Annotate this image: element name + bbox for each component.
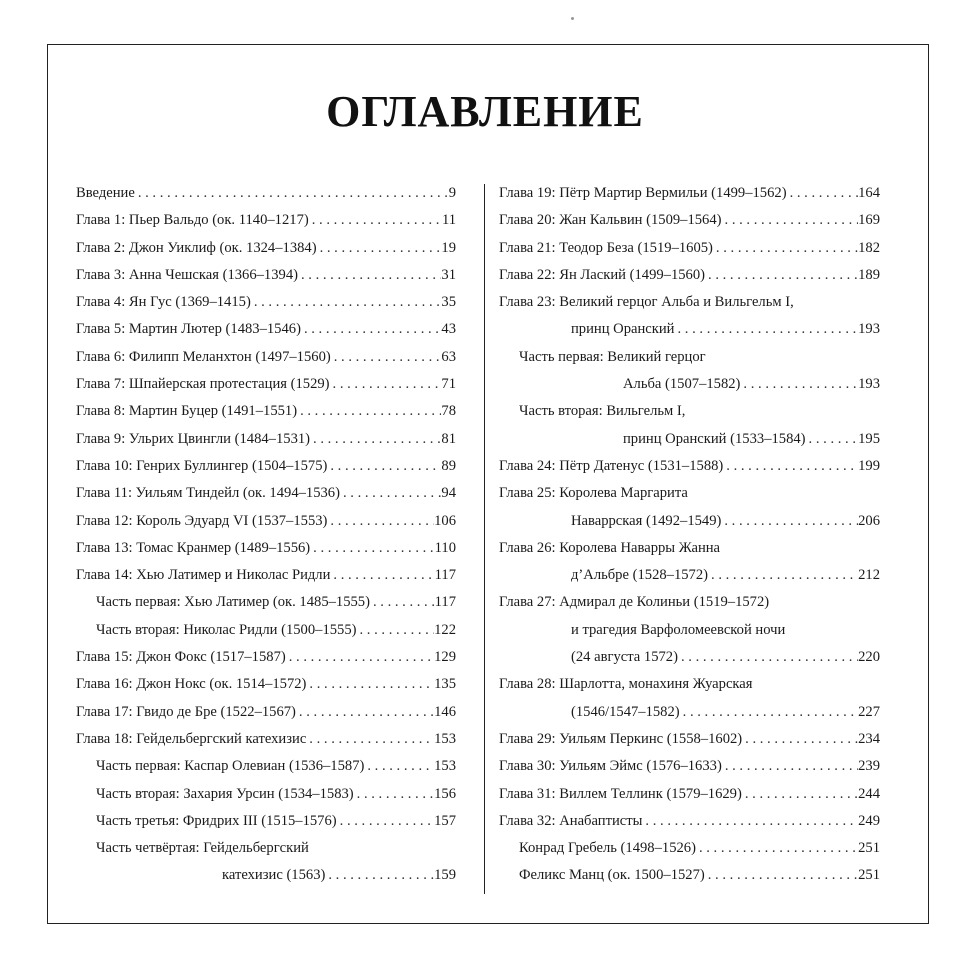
toc-subentry[interactable]: Феликс Манц (ок. 1500–1527) . . . 251 xyxy=(499,862,880,889)
page-number: 71 xyxy=(441,376,456,393)
page-number: 122 xyxy=(434,621,456,638)
toc-entry[interactable]: Глава 28: Шарлотта, монахиня Жуарская xyxy=(499,676,753,693)
page-number: 195 xyxy=(858,430,880,447)
toc-entry[interactable]: Глава 19: Пётр Мартир Вермильи (1499–1562) . . . 164 xyxy=(499,180,880,207)
toc-entry[interactable]: Глава 22: Ян Лаский (1499–1560) . . . 189 xyxy=(499,262,880,289)
toc-entry[interactable]: Глава 2: Джон Уиклиф (ок. 1324–1384) . . . 19 xyxy=(76,235,456,262)
page-number: 220 xyxy=(858,649,880,666)
page-number: 193 xyxy=(858,321,880,338)
page-number: 199 xyxy=(858,457,880,474)
page-number: 35 xyxy=(441,294,456,311)
toc-subentry[interactable]: Часть вторая: Захария Урсин (1534–1583) . . . 156 xyxy=(76,781,456,808)
page-number: 146 xyxy=(434,703,456,720)
page-number: 159 xyxy=(434,867,456,884)
page-number: 135 xyxy=(434,676,456,693)
toc-subentry[interactable]: Часть первая: Каспар Олевиан (1536–1587) . . . 153 xyxy=(76,753,456,780)
page-number: 78 xyxy=(441,403,456,420)
page-number: 206 xyxy=(858,512,880,529)
toc-subentry[interactable]: Часть третья: Фридрих III (1515–1576) . . . 157 xyxy=(76,808,456,835)
page-number: 169 xyxy=(858,212,880,229)
page-number: 157 xyxy=(434,812,456,829)
toc-subentry[interactable]: Конрад Гребель (1498–1526) . . . 251 xyxy=(499,835,880,862)
page-number: 9 xyxy=(448,185,456,201)
page-number: 153 xyxy=(434,758,456,775)
page-number: 153 xyxy=(434,730,456,747)
toc-entry[interactable]: Глава 5: Мартин Лютер (1483–1546) . . . 43 xyxy=(76,316,456,343)
page-number: 182 xyxy=(858,239,880,256)
toc-entry[interactable]: Глава 23: Великий герцог Альба и Вильгельм I, xyxy=(499,294,794,311)
toc-entry-continuation[interactable]: (1546/1547–1582) . . . 227 xyxy=(499,699,880,726)
page-number: 227 xyxy=(858,703,880,720)
toc-entry[interactable]: Глава 24: Пётр Датенус (1531–1588) . . . 199 xyxy=(499,453,880,480)
scan-speck xyxy=(571,17,574,20)
toc-entry[interactable]: Глава 17: Гвидо де Бре (1522–1567) . . . 146 xyxy=(76,699,456,726)
toc-entry[interactable]: Глава 4: Ян Гус (1369–1415) . . . 35 xyxy=(76,289,456,316)
toc-entry[interactable]: Глава 31: Виллем Теллинк (1579–1629) . . . 244 xyxy=(499,781,880,808)
toc-entry[interactable]: Глава 21: Теодор Беза (1519–1605) . . . 182 xyxy=(499,235,880,262)
toc-entry[interactable]: Глава 3: Анна Чешская (1366–1394) . . . 31 xyxy=(76,262,456,289)
toc-subentry-continuation[interactable]: катехизис (1563) . . . 159 xyxy=(76,862,456,889)
page-number: 81 xyxy=(441,430,456,447)
page-number: 251 xyxy=(858,840,880,857)
page-number: 117 xyxy=(434,594,456,611)
toc-right-column xyxy=(499,180,880,890)
toc-subentry[interactable]: Часть вторая: Вильгельм I, xyxy=(519,403,686,420)
toc-entry[interactable]: Глава 14: Хью Латимер и Николас Ридли . . . 117 xyxy=(76,562,456,589)
toc-entry[interactable]: Глава 30: Уильям Эймс (1576–1633) . . . 239 xyxy=(499,753,880,780)
toc-entry[interactable]: Глава 12: Король Эдуард VI (1537–1553) . . . 106 xyxy=(76,508,456,535)
toc-left-column xyxy=(76,180,456,890)
toc-entry[interactable]: Глава 25: Королева Маргарита xyxy=(499,485,688,502)
toc-entry[interactable]: Глава 11: Уильям Тиндейл (ок. 1494–1536) . . . 94 xyxy=(76,480,456,507)
toc-entry[interactable]: Глава 20: Жан Кальвин (1509–1564) . . . 169 xyxy=(499,207,880,234)
page-number: 244 xyxy=(858,785,880,802)
page-number: 117 xyxy=(434,567,456,584)
page-number: 19 xyxy=(441,239,456,256)
toc-entry-continuation[interactable]: и трагедия Варфоломеевской ночи xyxy=(571,621,786,638)
page-number: 94 xyxy=(441,485,456,502)
page-number: 129 xyxy=(434,649,456,666)
toc-entry[interactable]: Введение . . . 9 xyxy=(76,180,456,207)
toc-entry[interactable]: Глава 32: Анабаптисты . . . 249 xyxy=(499,808,880,835)
toc-subentry[interactable]: Часть первая: Великий герцог xyxy=(519,348,706,365)
toc-entry-continuation[interactable]: Наваррская (1492–1549) . . . 206 xyxy=(499,508,880,535)
toc-entry[interactable]: Глава 15: Джон Фокс (1517–1587) . . . 129 xyxy=(76,644,456,671)
toc-entry[interactable]: Глава 9: Ульрих Цвингли (1484–1531) . . . 81 xyxy=(76,426,456,453)
toc-entry[interactable]: Глава 6: Филипп Меланхтон (1497–1560) . . . 63 xyxy=(76,344,456,371)
toc-entry-continuation[interactable]: (24 августа 1572) . . . 220 xyxy=(499,644,880,671)
toc-entry-continuation[interactable]: д’Альбре (1528–1572) . . . 212 xyxy=(499,562,880,589)
page-number: 89 xyxy=(441,457,456,474)
toc-entry-continuation[interactable]: принц Оранский . . . 193 xyxy=(499,316,880,343)
page-number: 31 xyxy=(441,266,456,283)
toc-entry[interactable]: Глава 8: Мартин Буцер (1491–1551) . . . 78 xyxy=(76,398,456,425)
page-number: 110 xyxy=(434,539,456,556)
page-number: 164 xyxy=(858,185,880,201)
page-number: 249 xyxy=(858,812,880,829)
column-divider xyxy=(484,184,485,894)
page-number: 189 xyxy=(858,266,880,283)
page-number: 11 xyxy=(441,212,456,229)
page-number: 212 xyxy=(858,567,880,584)
toc-subentry-continuation[interactable]: принц Оранский (1533–1584) . . . 195 xyxy=(499,426,880,453)
page-number: 193 xyxy=(858,376,880,393)
page-number: 43 xyxy=(441,321,456,338)
toc-entry[interactable]: Глава 27: Адмирал де Колиньи (1519–1572) xyxy=(499,594,770,611)
toc-entry[interactable]: Глава 13: Томас Кранмер (1489–1556) . . . 110 xyxy=(76,535,456,562)
page-number: 251 xyxy=(858,867,880,884)
toc-entry[interactable]: Глава 26: Королева Наварры Жанна xyxy=(499,539,721,556)
toc-subentry-continuation[interactable]: Альба (1507–1582) . . . 193 xyxy=(499,371,880,398)
toc-entry[interactable]: Глава 29: Уильям Перкинс (1558–1602) . . . 234 xyxy=(499,726,880,753)
page-title: ОГЛАВЛЕНИЕ xyxy=(326,87,644,136)
page-number: 234 xyxy=(858,730,880,747)
toc-entry[interactable]: Глава 10: Генрих Буллингер (1504–1575) . . . 89 xyxy=(76,453,456,480)
page-number: 239 xyxy=(858,758,880,775)
toc-subentry[interactable]: Часть вторая: Николас Ридли (1500–1555) . . . 122 xyxy=(76,617,456,644)
toc-entry[interactable]: Глава 7: Шпайерская протестация (1529) . . . 71 xyxy=(76,371,456,398)
toc-subentry[interactable]: Часть четвёртая: Гейдельбергский xyxy=(96,840,309,857)
toc-subentry[interactable]: Часть первая: Хью Латимер (ок. 1485–1555) . . . 117 xyxy=(76,589,456,616)
toc-entry[interactable]: Глава 1: Пьер Вальдо (ок. 1140–1217) . . . 11 xyxy=(76,207,456,234)
toc-entry[interactable]: Глава 18: Гейдельбергский катехизис . . . 153 xyxy=(76,726,456,753)
page-number: 156 xyxy=(434,785,456,802)
toc-entry[interactable]: Глава 16: Джон Нокс (ок. 1514–1572) . . . 135 xyxy=(76,671,456,698)
page-number: 63 xyxy=(441,348,456,365)
page-number: 106 xyxy=(434,512,456,529)
